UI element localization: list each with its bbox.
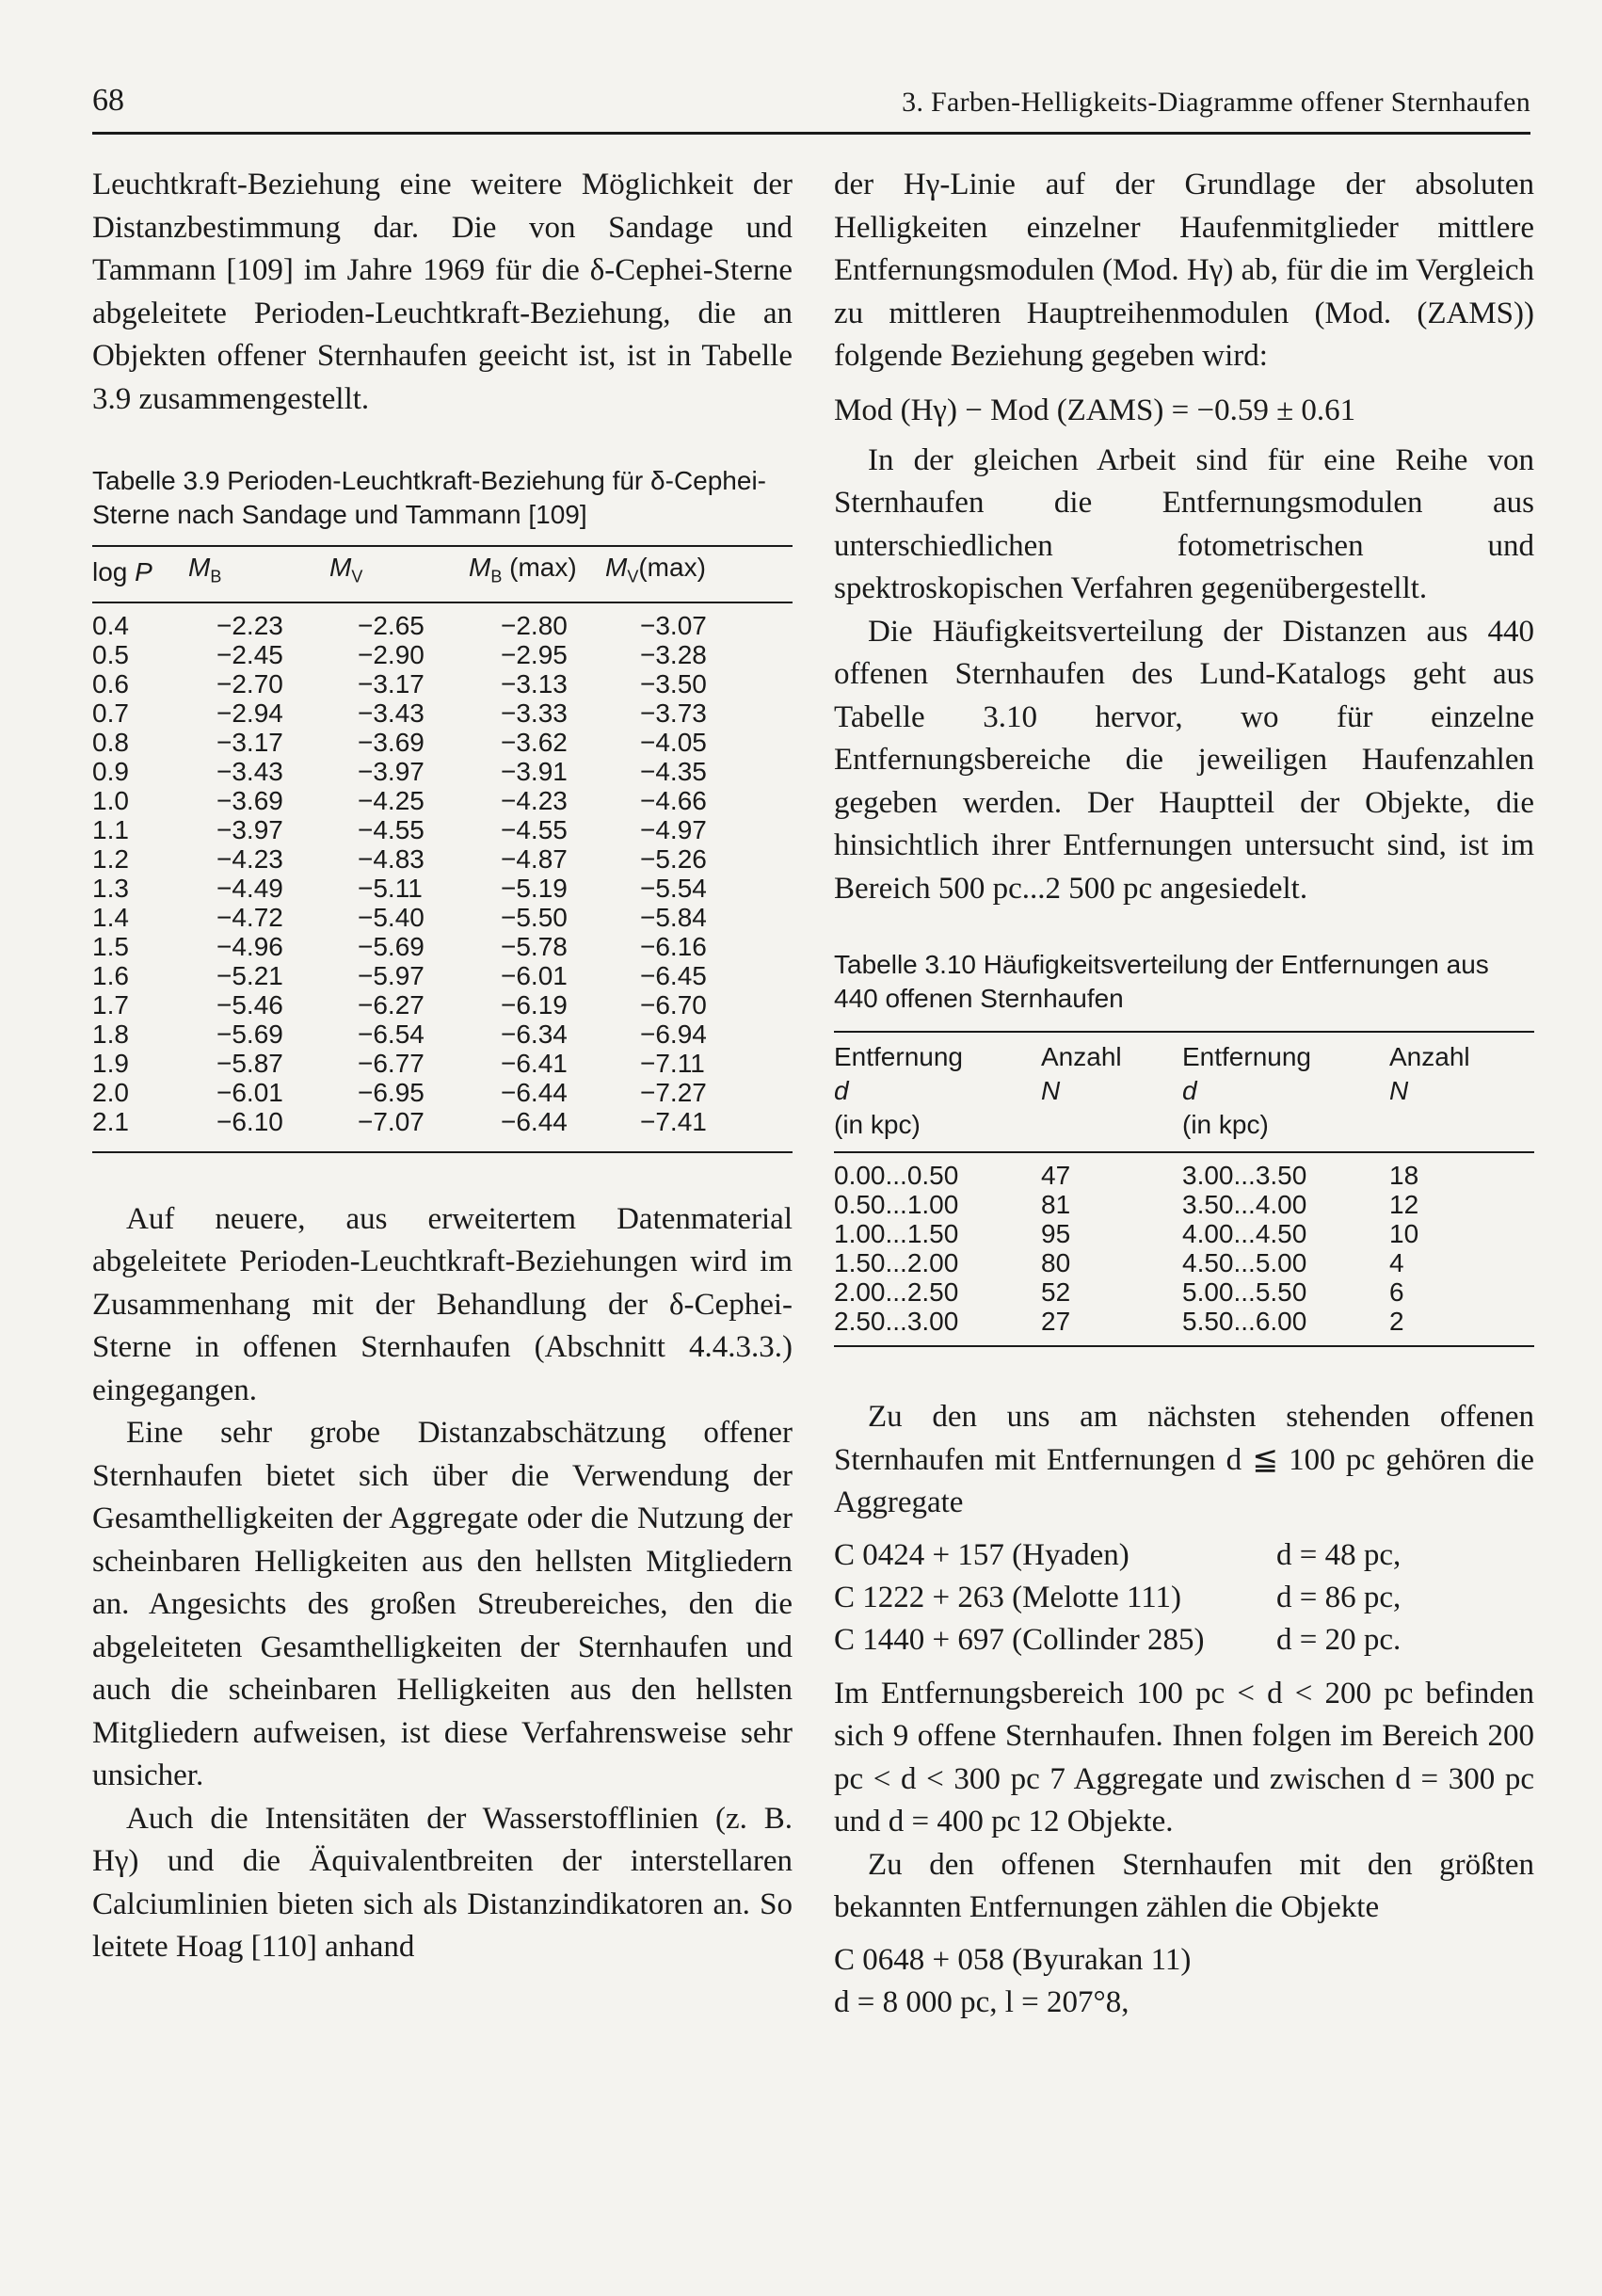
table-cell: −5.26 — [640, 843, 707, 874]
aggregate-list — [834, 1534, 1534, 1662]
table-cell: −5.21 — [216, 960, 283, 990]
table-3-10 — [834, 1031, 1534, 1347]
table-cell: −5.19 — [501, 873, 568, 903]
table-cell: −3.33 — [501, 698, 568, 728]
table-cell: −3.97 — [358, 756, 425, 786]
table-cell: −5.11 — [358, 873, 423, 903]
table-3-10-header — [834, 1040, 1534, 1142]
table-cell: −3.28 — [640, 639, 707, 669]
table-cell: −4.05 — [640, 727, 707, 757]
table-row — [92, 698, 793, 728]
aggregate-distance: d = 48 pc, — [1276, 1537, 1402, 1572]
table-cell: 27 — [1041, 1307, 1071, 1336]
table-cell: −4.66 — [640, 785, 707, 815]
aggregate-name: C 0424 + 157 (Hyaden) — [834, 1537, 1129, 1572]
table-cell: 80 — [1041, 1248, 1071, 1277]
table-row — [834, 1190, 1534, 1219]
table-row — [834, 1219, 1534, 1248]
left-paragraph-3: Eine sehr grobe Distanzabschätzung offener Sternhaufen bietet sich über die Verwendung der Gesamthelligkeiten der Aggregate oder die Nutzung der scheinbaren Helligkeiten aus den hellsten Mitgliedern an. Angesichts des großen Streubereiches, den die abgeleiteten Gesamthelligkeiten der Sternhaufen und auch die scheinbaren Helligkeiten aus den hellsten Mitgliedern aufweisen, ist diese Verfahrensweise sehr unsicher. — [92, 1416, 793, 1793]
table-cell: 3.50...4.00 — [1182, 1190, 1307, 1219]
running-title: 3. Farben-Helligkeits-Diagramme offener Sternhaufen — [902, 87, 1530, 118]
table-cell: −7.07 — [358, 1106, 425, 1136]
table-row — [92, 990, 793, 1020]
table-cell: 2.50...3.00 — [834, 1307, 959, 1336]
table-bottom-rule — [834, 1345, 1534, 1347]
table-cell: 6 — [1389, 1277, 1404, 1307]
table-cell: 2.1 — [92, 1106, 129, 1136]
table-cell: 4.00...4.50 — [1182, 1219, 1307, 1248]
table-top-rule — [834, 1031, 1534, 1033]
table-cell: −4.97 — [640, 814, 707, 844]
table-cell: 1.8 — [92, 1019, 129, 1049]
right-paragraph-4: Zu den uns am nächsten stehenden offenen Sternhaufen mit Entfernungen d ≦ 100 pc gehören die Aggregate — [834, 1400, 1534, 1519]
col-header-mb: $M_B$ — [188, 553, 222, 586]
table-cell: −4.55 — [358, 814, 425, 844]
table-3-10-body — [834, 1161, 1534, 1336]
table-cell: 1.50...2.00 — [834, 1248, 959, 1277]
right-paragraph-5: Im Entfernungsbereich 100 pc < d < 200 pc befinden sich 9 offene Sternhaufen. Ihnen folgen im Bereich 200 pc < d < 300 pc 7 Aggregate und zwischen d = 300 pc und d = 400 pc 12 Objekte. — [834, 1676, 1534, 1838]
table-cell: 3.00...3.50 — [1182, 1161, 1307, 1190]
table-cell: −5.78 — [501, 931, 568, 961]
table-row — [92, 669, 793, 698]
table-row — [92, 728, 793, 757]
formula: Mod (Hγ) − Mod (ZAMS) = −0.59 ± 0.61 — [834, 393, 1356, 427]
table-3-9-caption: Tabelle 3.9 Perioden-Leuchtkraft-Beziehung für δ-Cephei-Sterne nach Sandage und Tammann [109] — [92, 466, 766, 529]
col-header-mv-max: $M_V(\max)$ — [605, 553, 706, 586]
page-header — [92, 83, 1530, 135]
aggregate-name: C 1440 + 697 (Collinder 285) — [834, 1622, 1205, 1657]
table-cell: −3.91 — [501, 756, 568, 786]
table-3-9-header-row — [92, 551, 793, 594]
table-cell: 1.6 — [92, 960, 129, 990]
table-3-9-body — [92, 611, 793, 1136]
table-header-rule — [92, 602, 793, 603]
table-row — [92, 815, 793, 844]
table-cell: −4.96 — [216, 931, 283, 961]
table-cell: −6.70 — [640, 989, 707, 1020]
table-cell: −6.44 — [501, 1077, 568, 1107]
table-row — [92, 932, 793, 961]
page-number: 68 — [92, 83, 124, 118]
col-header-n-1: N — [1041, 1076, 1061, 1105]
table-cell: −2.45 — [216, 639, 283, 669]
table-cell: −5.54 — [640, 873, 707, 903]
table-top-rule — [92, 545, 793, 547]
table-cell: −6.77 — [358, 1048, 425, 1078]
table-row — [92, 961, 793, 990]
table-cell: −3.43 — [216, 756, 283, 786]
table-cell: −3.97 — [216, 814, 283, 844]
table-cell: 1.1 — [92, 814, 129, 844]
table-3-10-caption: Tabelle 3.10 Häufigkeitsverteilung der Entfernungen aus 440 offenen Sternhaufen — [834, 950, 1489, 1013]
table-row — [92, 1020, 793, 1049]
table-cell: 1.2 — [92, 843, 129, 874]
table-cell: −6.95 — [358, 1077, 425, 1107]
table-cell: 1.5 — [92, 931, 129, 961]
table-cell: −2.94 — [216, 698, 283, 728]
aggregate-distance: d = 86 pc, — [1276, 1580, 1402, 1614]
right-column — [834, 164, 1534, 2024]
table-cell: −2.80 — [501, 610, 568, 640]
table-row — [92, 1049, 793, 1078]
table-cell: 1.0 — [92, 785, 129, 815]
table-cell: 4.50...5.00 — [1182, 1248, 1307, 1277]
table-cell: −7.41 — [640, 1106, 707, 1136]
table-cell: −5.69 — [216, 1019, 283, 1049]
table-cell: −6.45 — [640, 960, 707, 990]
table-cell: 52 — [1041, 1277, 1071, 1307]
table-row — [92, 1078, 793, 1107]
table-cell: 5.00...5.50 — [1182, 1277, 1307, 1307]
col-header-mv: $M_V$ — [329, 553, 363, 586]
table-cell: −5.40 — [358, 902, 425, 932]
table-cell: −2.95 — [501, 639, 568, 669]
table-cell: 0.4 — [92, 610, 129, 640]
table-row — [92, 844, 793, 874]
table-row — [92, 903, 793, 932]
table-cell: −3.13 — [501, 668, 568, 698]
table-cell: −2.70 — [216, 668, 283, 698]
right-paragraph-6: Zu den offenen Sternhaufen mit den größten bekannten Entfernungen zählen die Objekte — [834, 1847, 1534, 1924]
table-cell: −5.50 — [501, 902, 568, 932]
col-header-d-1: d — [834, 1076, 849, 1105]
table-cell: −6.27 — [358, 989, 425, 1020]
col-header-entfernung-2: Entfernung — [1182, 1042, 1311, 1071]
table-cell: −7.27 — [640, 1077, 707, 1107]
table-row — [92, 874, 793, 903]
table-row — [834, 1161, 1534, 1190]
object-1-name: C 0648 + 058 (Byurakan 11) — [834, 1942, 1192, 1977]
table-row — [92, 1107, 793, 1136]
col-header-n-2: N — [1389, 1076, 1409, 1105]
col-header-mb-max: $M_B$ (max) — [469, 553, 577, 586]
right-paragraph-2: In der gleichen Arbeit sind für eine Reihe von Sternhaufen die Entfernungsmodulen aus unterschiedlichen fotometrischen und spektroskopischen Verfahren gegenübergestellt. — [834, 442, 1534, 605]
table-cell: −4.72 — [216, 902, 283, 932]
table-cell: −3.69 — [358, 727, 425, 757]
table-cell: 95 — [1041, 1219, 1071, 1248]
table-cell: 0.9 — [92, 756, 129, 786]
col-header-anzahl-1: Anzahl — [1041, 1042, 1122, 1071]
table-cell: 12 — [1389, 1190, 1419, 1219]
left-paragraph-4: Auch die Intensitäten der Wasserstofflinien (z. B. Hγ) und die Äquivalentbreiten der interstellaren Calciumlinien bieten sich als Distanzindikatoren an. So leitete Hoag [110] anhand — [92, 1801, 793, 1965]
table-cell: −2.65 — [358, 610, 425, 640]
table-cell: −3.43 — [358, 698, 425, 728]
table-cell: −6.01 — [216, 1077, 283, 1107]
left-paragraph-1: Leuchtkraft-Beziehung eine weitere Möglichkeit der Distanzbestimmung dar. Die von Sandage und Tammann [109] im Jahre 1969 für die δ-Cephei-Sterne abgeleitete Perioden-Leuchtkraft-Beziehung, die an Objekten offener Sternhaufen geeicht ist, ist in Tabelle 3.9 zusammengestellt. — [92, 168, 793, 416]
table-cell: −6.01 — [501, 960, 568, 990]
table-cell: 1.4 — [92, 902, 129, 932]
table-cell: 0.7 — [92, 698, 129, 728]
col-header-anzahl-2: Anzahl — [1389, 1042, 1470, 1071]
table-cell: −3.07 — [640, 610, 707, 640]
table-row — [92, 786, 793, 815]
table-bottom-rule — [92, 1151, 793, 1153]
col-header-d-2: d — [1182, 1076, 1197, 1105]
table-cell: −3.73 — [640, 698, 707, 728]
aggregate-distance: d = 20 pc. — [1276, 1622, 1402, 1657]
col-header-unit-2: (in kpc) — [1182, 1110, 1269, 1139]
table-cell: 2.00...2.50 — [834, 1277, 959, 1307]
right-paragraph-3: Die Häufigkeitsverteilung der Distanzen aus 440 offenen Sternhaufen des Lund-Katalogs geht aus Tabelle 3.10 hervor, wo für einzelne Entfernungsbereiche die jeweiligen Haufenzahlen gegeben werden. Der Hauptteil der Objekte, die hinsichtlich ihrer Entfernungen untersucht sind, ist im Bereich 500 pc...2 500 pc angesiedelt. — [834, 614, 1534, 906]
table-cell: −6.54 — [358, 1019, 425, 1049]
table-cell: 47 — [1041, 1161, 1071, 1190]
table-cell: 5.50...6.00 — [1182, 1307, 1307, 1336]
table-header-rule — [834, 1151, 1534, 1153]
table-cell: −4.55 — [501, 814, 568, 844]
table-cell: −5.87 — [216, 1048, 283, 1078]
left-paragraph-2: Auf neuere, aus erweitertem Datenmaterial abgeleitete Perioden-Leuchtkraft-Beziehungen wird im Zusammenhang mit der Behandlung der δ-Cephei-Sterne in offenen Sternhaufen (Abschnitt 4.4.3.3.) eingegangen. — [92, 1201, 793, 1407]
table-cell: 1.9 — [92, 1048, 129, 1078]
aggregate-row — [834, 1534, 1534, 1577]
table-cell: 0.5 — [92, 639, 129, 669]
table-cell: −4.35 — [640, 756, 707, 786]
table-cell: 10 — [1389, 1219, 1419, 1248]
table-row — [92, 640, 793, 669]
table-cell: −4.49 — [216, 873, 283, 903]
table-cell: −4.83 — [358, 843, 425, 874]
table-cell: −3.50 — [640, 668, 707, 698]
table-row — [834, 1307, 1534, 1336]
table-cell: −7.11 — [640, 1048, 705, 1078]
table-cell: −3.69 — [216, 785, 283, 815]
table-cell: 1.00...1.50 — [834, 1219, 959, 1248]
table-cell: 2.0 — [92, 1077, 129, 1107]
left-column — [92, 164, 793, 1969]
table-cell: −3.62 — [501, 727, 568, 757]
table-cell: −3.17 — [216, 727, 283, 757]
table-cell: −2.90 — [358, 639, 425, 669]
col-header-entfernung-1: Entfernung — [834, 1042, 963, 1071]
aggregate-name: C 1222 + 263 (Melotte 111) — [834, 1580, 1182, 1614]
table-cell: −6.19 — [501, 989, 568, 1020]
object-1-distance: d = 8 000 pc, l = 207°8, — [834, 1984, 1129, 2019]
table-cell: −6.94 — [640, 1019, 707, 1049]
right-paragraph-1: der Hγ-Linie auf der Grundlage der absoluten Helligkeiten einzelner Haufenmitglieder mittlere Entfernungsmodulen (Mod. Hγ) ab, für die im Vergleich zu mittleren Hauptreihenmodulen (Mod. (ZAMS)) folgende Beziehung gegeben wird: — [834, 168, 1534, 373]
table-row — [834, 1248, 1534, 1277]
table-cell: −5.69 — [358, 931, 425, 961]
table-cell: −4.23 — [501, 785, 568, 815]
table-cell: 0.8 — [92, 727, 129, 757]
table-3-9-grid — [92, 551, 793, 594]
table-cell: 1.7 — [92, 989, 129, 1020]
table-cell: 81 — [1041, 1190, 1071, 1219]
table-cell: 0.50...1.00 — [834, 1190, 959, 1219]
table-cell: 4 — [1389, 1248, 1404, 1277]
table-cell: −4.25 — [358, 785, 425, 815]
table-cell: −2.23 — [216, 610, 283, 640]
table-cell: −6.34 — [501, 1019, 568, 1049]
table-cell: −4.23 — [216, 843, 283, 874]
table-row — [834, 1277, 1534, 1307]
table-cell: −5.97 — [358, 960, 425, 990]
table-cell: 0.6 — [92, 668, 129, 698]
table-cell: 1.3 — [92, 873, 129, 903]
table-cell: −4.87 — [501, 843, 568, 874]
table-cell: 2 — [1389, 1307, 1404, 1336]
table-cell: −5.46 — [216, 989, 283, 1020]
table-cell: −3.17 — [358, 668, 425, 698]
table-cell: 18 — [1389, 1161, 1419, 1190]
table-cell: −6.44 — [501, 1106, 568, 1136]
table-cell: −6.16 — [640, 931, 707, 961]
col-header-logp: log P — [92, 556, 152, 586]
aggregate-row — [834, 1577, 1534, 1619]
table-row — [92, 757, 793, 786]
table-cell: −6.10 — [216, 1106, 283, 1136]
table-cell: −5.84 — [640, 902, 707, 932]
table-3-9 — [92, 545, 793, 1153]
table-cell: 0.00...0.50 — [834, 1161, 959, 1190]
table-row — [92, 611, 793, 640]
col-header-unit-1: (in kpc) — [834, 1110, 921, 1139]
table-cell: −6.41 — [501, 1048, 568, 1078]
aggregate-row — [834, 1619, 1534, 1662]
